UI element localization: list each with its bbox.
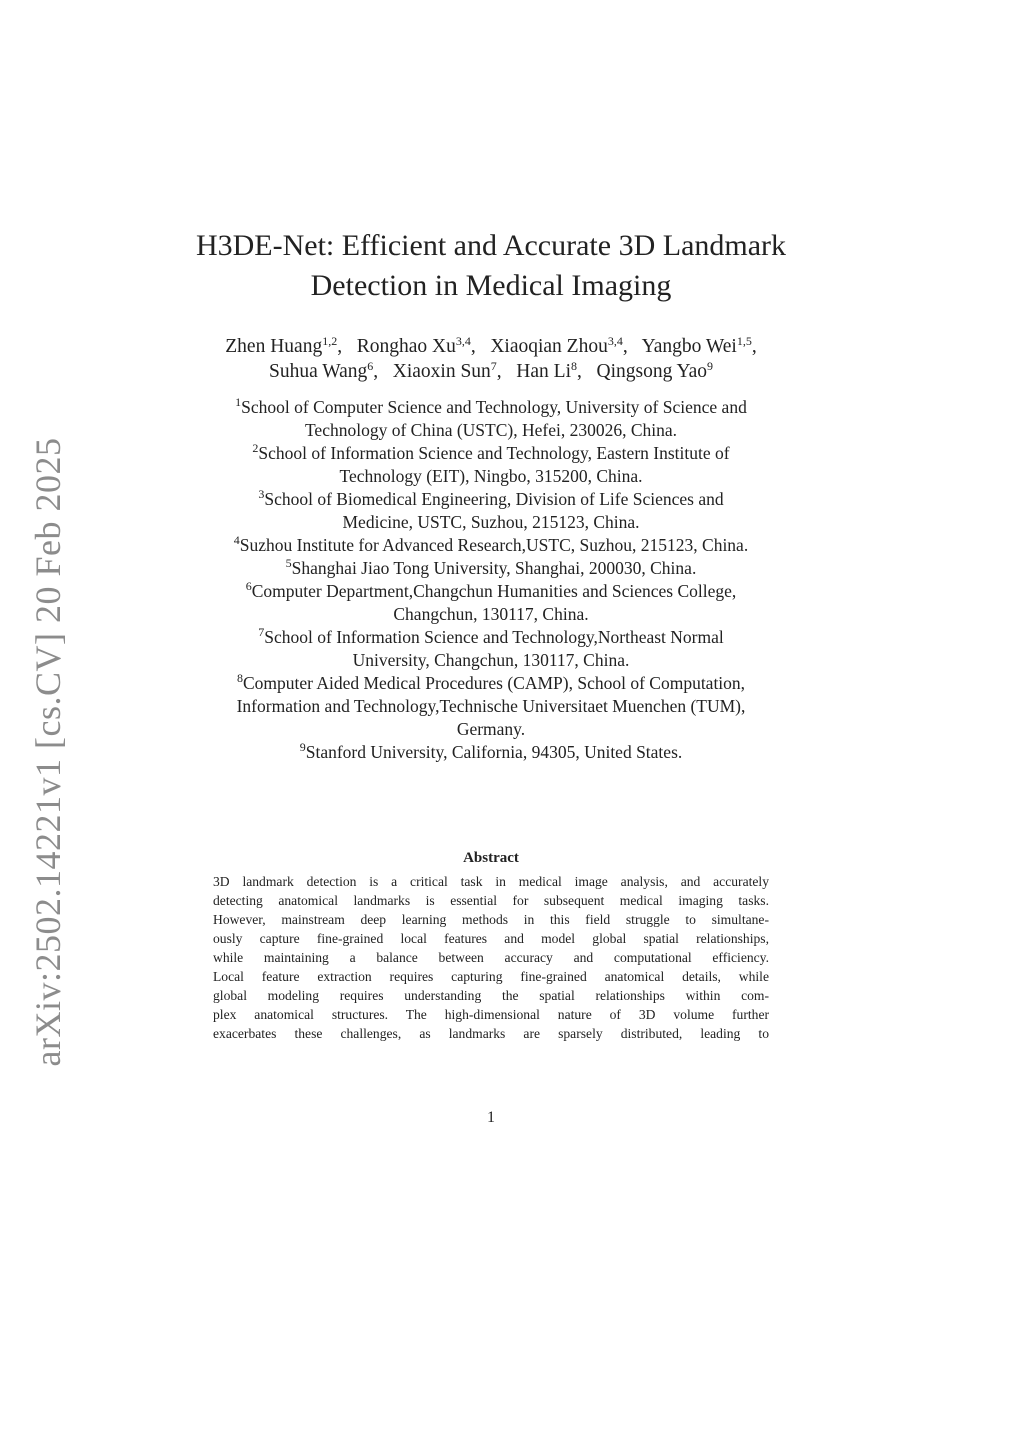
affiliation-line: Information and Technology,Technische Universitaet Muenchen (TUM), [236, 696, 746, 716]
abstract-body [213, 872, 769, 1043]
affiliation-line [160, 580, 822, 603]
author-name: Han Li [516, 361, 571, 382]
affiliation-text: Suzhou Institute for Advanced Research,USTC, Suzhou, 215123, China. [239, 535, 749, 555]
affiliation-text: School of Computer Science and Technology, University of Science and [241, 397, 747, 417]
author-name: Xiaoxin Sun [392, 361, 491, 382]
affiliation-line: Technology (EIT), Ningbo, 315200, China. [339, 466, 643, 486]
affiliation [160, 534, 822, 557]
author [393, 361, 497, 382]
author-name: Zhen Huang [225, 336, 323, 357]
affiliation-text: Computer Aided Medical Procedures (CAMP), School of Computation, [242, 673, 746, 693]
affiliation [160, 442, 822, 488]
arxiv-identifier-text: arXiv:2502.14221v1 [cs.CV] 20 Feb 2025 [28, 437, 68, 1067]
author-name: Yangbo Wei [641, 336, 737, 357]
affiliation-text: Stanford University, California, 94305, United States. [305, 742, 683, 762]
affiliation [160, 672, 822, 741]
author-name: Suhua Wang [268, 361, 368, 382]
author-affiliation-mark: 7 [490, 359, 497, 373]
affiliation [160, 396, 822, 442]
affiliation-text: School of Information Science and Technology, Eastern Institute of [258, 443, 730, 463]
author-name: Ronghao Xu [356, 336, 456, 357]
abstract-line: exacerbates these challenges, as landmarks are sparsely distributed, leading to [213, 1026, 769, 1041]
paper-title [160, 226, 822, 306]
author-affiliation-mark: 3,4 [455, 334, 471, 348]
abstract-line: ously capture fine-grained local features and model global spatial relationships, [213, 931, 769, 946]
affiliation-mark: 6 [245, 579, 252, 593]
affiliation-mark: 5 [285, 556, 292, 570]
abstract-line: However, mainstream deep learning methods in this field struggle to simultane- [213, 912, 769, 927]
abstract-line: 3D landmark detection is a critical task in medical image analysis, and accurately [213, 874, 769, 889]
author-affiliation-mark: 9 [707, 359, 714, 373]
affiliation-line [160, 396, 822, 419]
author-affiliation-mark: 1,5 [736, 334, 752, 348]
affiliation [160, 580, 822, 626]
abstract-heading: Abstract [463, 850, 519, 866]
title-line: H3DE-Net: Efficient and Accurate 3D Landmark [195, 229, 787, 262]
affiliation-mark: 4 [233, 533, 240, 547]
abstract-line: global modeling requires understanding the spatial relationships within com- [213, 988, 769, 1003]
author-list [160, 334, 822, 384]
affiliation-mark: 7 [258, 625, 265, 639]
author-name: Qingsong Yao [596, 361, 708, 382]
affiliation-mark: 2 [252, 441, 259, 455]
author [269, 361, 373, 382]
author-line: Suhua Wang$^6$, Xiaoxin Sun$^7$, Han Li$^8$, Qingsong Yao$^9$ [268, 359, 714, 382]
abstract-line: while maintaining a balance between accuracy and computational efficiency. [213, 950, 769, 965]
affiliation-line: Germany. [456, 719, 526, 739]
author-affiliation-mark: 6 [367, 359, 374, 373]
affiliation-list [160, 396, 822, 764]
page-number: 1 [487, 1109, 495, 1126]
affiliation [160, 741, 822, 764]
title-line: Detection in Medical Imaging [310, 269, 672, 302]
author-affiliation-mark: 1,2 [322, 334, 338, 348]
abstract-line: plex anatomical structures. The high-dimensional nature of 3D volume further [213, 1007, 769, 1022]
affiliation-line: Medicine, USTC, Suzhou, 215123, China. [342, 512, 640, 532]
affiliation-text: School of Biomedical Engineering, Division of Life Sciences and [264, 489, 724, 509]
affiliation-line [160, 534, 822, 557]
author-line: Zhen Huang$^{1,2}$, Ronghao Xu$^{3,4}$, Xiaoqian Zhou$^{3,4}$, Yangbo Wei$^{1,5}$, [225, 334, 757, 357]
affiliation [160, 557, 822, 580]
affiliation-text: Computer Department,Changchun Humanities and Sciences College, [251, 581, 737, 601]
author-name: Xiaoqian Zhou [490, 336, 608, 357]
affiliation [160, 488, 822, 534]
author [225, 336, 337, 357]
affiliation-mark: 8 [236, 671, 243, 685]
affiliation-line [160, 626, 822, 649]
affiliation-mark: 1 [235, 395, 242, 409]
affiliation-mark: 3 [258, 487, 265, 501]
affiliation-line [160, 557, 822, 580]
author-affiliation-mark: 3,4 [607, 334, 623, 348]
affiliation-line [160, 488, 822, 511]
affiliation-line: University, Changchun, 130117, China. [352, 650, 630, 670]
affiliation-line [160, 442, 822, 465]
author [516, 361, 577, 382]
author [490, 336, 623, 357]
affiliation [160, 626, 822, 672]
abstract-line: detecting anatomical landmarks is essential for subsequent medical imaging tasks. [213, 893, 769, 908]
affiliation-text: Shanghai Jiao Tong University, Shanghai, 200030, China. [291, 558, 697, 578]
affiliation-line [160, 672, 822, 695]
affiliation-line [160, 741, 822, 764]
affiliation-mark: 9 [299, 740, 306, 754]
author [597, 361, 714, 382]
affiliation-text: School of Information Science and Technology,Northeast Normal [264, 627, 724, 647]
abstract-line: Local feature extraction requires capturing fine-grained anatomical details, while [213, 969, 769, 984]
author [357, 336, 471, 357]
affiliation-line: Technology of China (USTC), Hefei, 230026, China. [304, 420, 678, 440]
author-affiliation-mark: 8 [571, 359, 577, 373]
author [642, 336, 752, 357]
affiliation-line: Changchun, 130117, China. [393, 604, 589, 624]
